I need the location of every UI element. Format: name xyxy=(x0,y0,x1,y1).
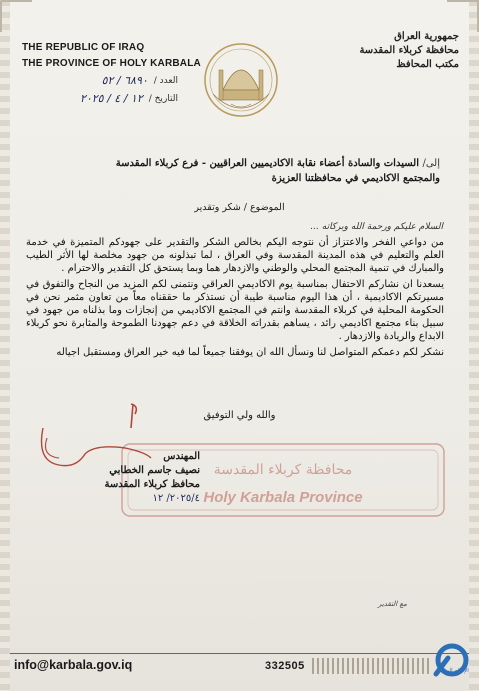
letter-greeting: السلام عليكم ورحمة الله وبركاته ... xyxy=(310,222,443,232)
recipient-prefix: إلى/ xyxy=(422,158,440,169)
corner-ornament-left xyxy=(0,0,32,32)
signer-title: المهندس xyxy=(163,451,200,462)
page-border-right xyxy=(469,0,479,691)
body-paragraph-2: يسعدنا ان نشاركم الاحتفال بمناسبة يوم الاكاديمي العراقي ونتمنى لكم المزيد من النجاح والتفوق في مسيرتكم الاكاديمية ، أن هذا اليوم مناسبة طيبة أن نستذكر ما حققناه معاً من تعاون مثمر نحن في الحكومة المحلية في كربلاء المقدسة وانتم في المجتمع الاكاديمي من إنجازات وما بذلناه من جهود في سبيل بناء مجتمع اكاديمي رائد ، يساهم بقدراته الخلاقة في دعم جهودنا الطموحة والمثابرة نحو كربلاء الابداع والريادة والازدهار . xyxy=(26,278,444,343)
watermark-logo-icon xyxy=(426,640,474,686)
number-label: العدد / xyxy=(153,76,178,86)
footer-divider xyxy=(10,653,469,654)
recipient-line2: والمجتمع الاكاديمي في محافظتنا العزيزة xyxy=(271,173,440,184)
signature-date: ٢٠٢٥/٤/ ١٢ xyxy=(152,493,200,504)
footer-number: 332505 xyxy=(265,660,305,672)
letter-body xyxy=(26,236,444,361)
margin-note: مع التقدير xyxy=(378,600,407,608)
header-ar-office: مكتب المحافظ xyxy=(396,59,459,70)
signer-name: نصيف جاسم الخطابي xyxy=(109,465,200,476)
signature-block xyxy=(40,450,200,506)
recipient-line1: السيدات والسادة أعضاء نقابة الاكاديميين العراقيين - فرع كربلاء المقدسة xyxy=(115,158,419,169)
header-arabic xyxy=(324,30,459,72)
letter-subject: الموضوع / شكر وتقدير xyxy=(194,202,285,213)
letter-meta xyxy=(28,72,178,108)
letter-closing: والله ولي التوفيق xyxy=(203,410,276,421)
header-english xyxy=(22,40,201,72)
stamp-text-en: Holy Karbala Province xyxy=(203,489,363,506)
stamp-text-ar: محافظة كربلاء المقدسة xyxy=(213,462,353,478)
date-value: ١٢ / ٤ / ٢٠٢٥ xyxy=(79,92,143,105)
body-paragraph-3: نشكر لكم دعمكم المتواصل لنا ونسأل الله ان يوفقنا جميعاً لما فيه خير العراق ومستقبل اجياله xyxy=(56,346,444,358)
karbala-emblem-icon xyxy=(201,40,281,120)
corner-ornament-right xyxy=(447,0,479,32)
header-ar-republic: جمهورية العراق xyxy=(394,31,459,42)
header-en-republic: THE REPUBLIC OF IRAQ xyxy=(22,42,145,53)
footer-ornament xyxy=(312,658,430,674)
header-ar-province: محافظة كربلاء المقدسة xyxy=(359,45,459,56)
recipient-block xyxy=(30,156,440,186)
footer-email: info@karbala.gov.iq xyxy=(14,658,133,672)
body-paragraph-1: من دواعي الفخر والاعتزاز أن نتوجه اليكم بخالص الشكر والتقدير على جهودكم المتميزة في خدمة العلم والتعليم في هذه المدينة المقدسة وفي العراق ، لما تبذلونه من جهود مخلصة لها الأثر الطيب والمبارك في تنمية المجتمع المحلي والوطني والازدهار هما وبما يستحق كل التقدير والاحترام . xyxy=(26,237,444,275)
header-en-province: THE PROVINCE OF HOLY KARBALA xyxy=(22,58,201,69)
page-border-left xyxy=(0,0,10,691)
date-label: التاريخ / xyxy=(148,94,178,104)
signer-position: محافظ كربلاء المقدسة xyxy=(104,479,200,490)
number-value: ٦٨٩٠ / ٥٢ xyxy=(101,74,148,87)
watermark-text: الإعلام الرقمي xyxy=(436,668,469,674)
